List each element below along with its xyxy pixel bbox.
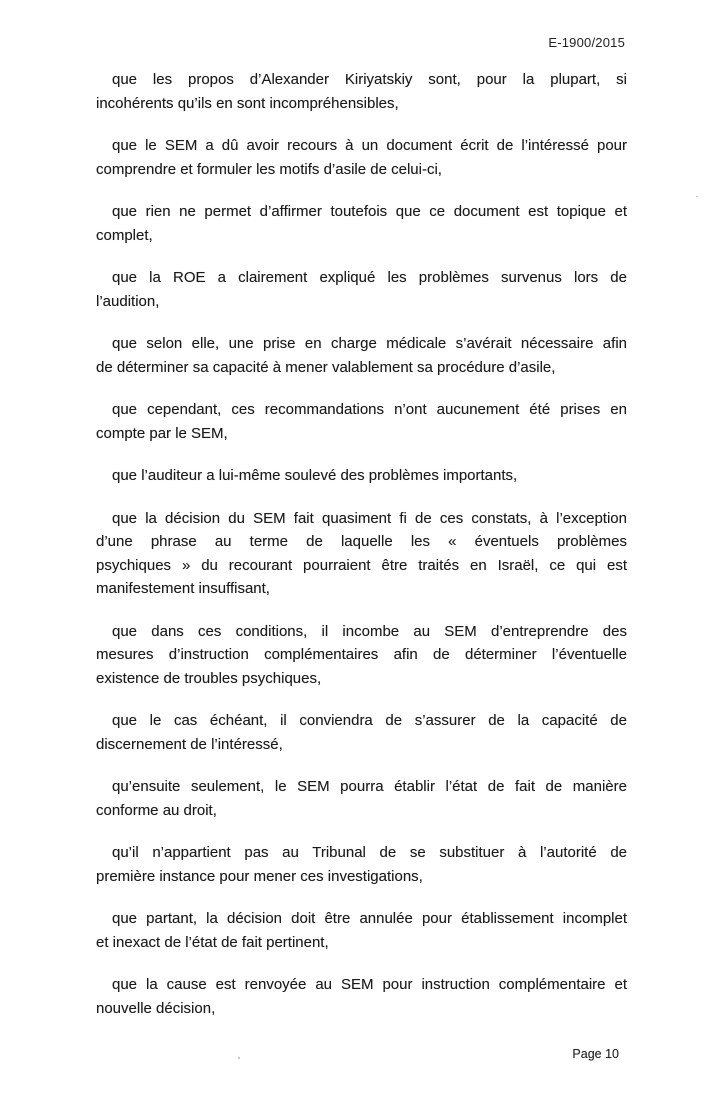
text-line: conforme au droit, bbox=[96, 801, 217, 819]
text-line: psychiques » du recourant pourraient être traités en Israël, ce qui est bbox=[96, 556, 627, 574]
text-line: incohérents qu’ils en sont incompréhensibles, bbox=[96, 94, 399, 112]
text-line: d’une phrase au terme de laquelle les « éventuels problèmes bbox=[96, 533, 627, 550]
paragraph bbox=[96, 68, 627, 115]
text-line: discernement de l’intéressé, bbox=[96, 735, 283, 753]
text-line: première instance pour mener ces investigations, bbox=[96, 867, 423, 885]
text-line: l’audition, bbox=[96, 292, 160, 310]
text-line: que la cause est renvoyée au SEM pour instruction complémentaire et bbox=[112, 976, 627, 993]
scan-speck bbox=[238, 1057, 240, 1059]
text-line: que la ROE a clairement expliqué les problèmes survenus lors de bbox=[112, 269, 627, 286]
text-line: que la décision du SEM fait quasiment fi de ces constats, à l’exception bbox=[112, 509, 627, 527]
paragraph bbox=[96, 709, 627, 756]
paragraph bbox=[96, 398, 627, 445]
paragraph bbox=[96, 266, 627, 313]
paragraph bbox=[96, 200, 627, 247]
text-line: manifestement insuffisant, bbox=[96, 580, 270, 597]
text-line: et inexact de l’état de fait pertinent, bbox=[96, 933, 329, 951]
text-line: qu’ensuite seulement, le SEM pourra établir l’état de fait de manière bbox=[112, 778, 627, 795]
text-line: que le cas échéant, il conviendra de s’assurer de la capacité de bbox=[112, 712, 627, 729]
text-line: nouvelle décision, bbox=[96, 999, 216, 1017]
text-line: que dans ces conditions, il incombe au SEM d’entreprendre des bbox=[112, 622, 627, 640]
paragraph bbox=[96, 907, 627, 954]
text-line: complet, bbox=[96, 226, 153, 244]
text-line: existence de troubles psychiques, bbox=[96, 669, 322, 687]
paragraph bbox=[96, 841, 627, 888]
paragraph bbox=[96, 775, 627, 822]
text-line: qu’il n’appartient pas au Tribunal de se substituer à l’autorité de bbox=[112, 844, 627, 861]
paragraph bbox=[96, 507, 627, 601]
paragraph bbox=[96, 973, 627, 1020]
paragraph bbox=[96, 464, 627, 488]
case-reference: E-1900/2015 bbox=[548, 35, 625, 50]
text-line: que rien ne permet d’affirmer toutefois que ce document est topique et bbox=[112, 203, 627, 220]
page-number: Page 10 bbox=[572, 1047, 619, 1061]
paragraph bbox=[96, 620, 627, 691]
text-line: que l’auditeur a lui-même soulevé des problèmes importants, bbox=[112, 467, 518, 484]
text-line: que le SEM a dû avoir recours à un document écrit de l’intéressé pour bbox=[112, 137, 627, 154]
text-line: que partant, la décision doit être annulée pour établissement incomplet bbox=[112, 910, 627, 927]
text-line: que les propos d’Alexander Kiriyatskiy sont, pour la plupart, si bbox=[112, 71, 627, 88]
paragraph bbox=[96, 134, 627, 181]
scan-speck bbox=[696, 196, 698, 197]
text-line: que cependant, ces recommandations n’ont aucunement été prises en bbox=[112, 401, 627, 418]
text-line: que selon elle, une prise en charge médicale s’avérait nécessaire afin bbox=[112, 335, 627, 352]
document-body bbox=[96, 68, 627, 1039]
text-line: de déterminer sa capacité à mener valablement sa procédure d’asile, bbox=[96, 358, 556, 376]
text-line: comprendre et formuler les motifs d’asile de celui-ci, bbox=[96, 160, 442, 178]
paragraph bbox=[96, 332, 627, 379]
text-line: compte par le SEM, bbox=[96, 424, 228, 442]
text-line: mesures d’instruction complémentaires afin de déterminer l’éventuelle bbox=[96, 646, 627, 663]
